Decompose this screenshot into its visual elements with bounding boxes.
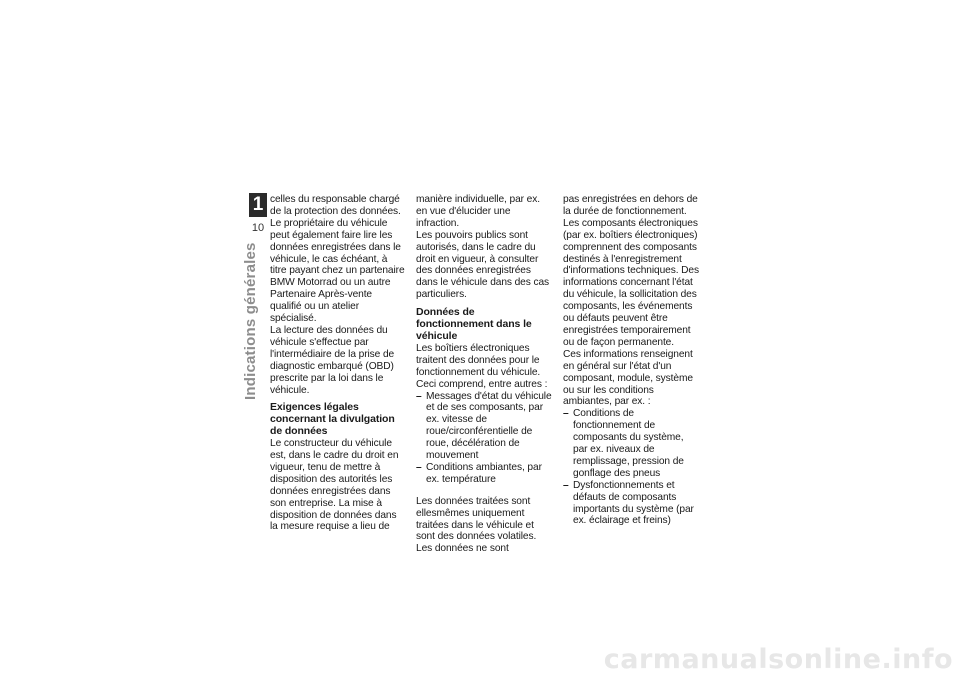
list-item: – Conditions de fonctionnement de composants du système, par ex. niveaux de remplissage, pression de gonflage des pneus [563, 408, 699, 479]
paragraph: La lecture des données du véhicule s'effectue par l'intermédiaire de la prise de diagnostic embarqué (OBD) prescrite par la loi dans le véhicule. [270, 324, 395, 396]
heading-operating-data: Données de fonctionnement dans le véhicule [416, 306, 532, 342]
bullet-list [416, 391, 552, 486]
list-item: – Conditions ambiantes, par ex. température [416, 462, 552, 486]
paragraph: pas enregistrées en dehors de la durée de fonctionnement. [563, 194, 698, 217]
paragraph: Le propriétaire du véhicule peut également faire lire les données enregistrées dans le véhicule, le cas échéant, à titre payant chez un partenaire BMW Motorrad ou un autre Partenaire Après-vente qualifié ou un atelier spécialisé. [270, 217, 405, 325]
heading-legal-requirements: Exigences légales concernant la divulgation de données [270, 401, 395, 438]
section-title: Indications générales [242, 242, 259, 400]
text-column-2 [416, 194, 552, 555]
paragraph: manière individuelle, par ex. en vue d'élucider une infraction. [416, 194, 540, 229]
text-column-1 [270, 194, 406, 533]
paragraph: Ceci comprend, entre autres : [416, 378, 548, 390]
page-number: 10 [251, 222, 265, 234]
paragraph: Les composants électroniques (par ex. boîtiers électroniques) comprennent des composants destinés à l'enregistrement d'informations techniques. Des informations concernant l'état du véhicule, la sollicitation des composants, les événements ou défauts peuvent être enregistrées temporairement ou de façon permanente. [563, 217, 699, 348]
watermark: carmanualsonline.info [603, 644, 953, 675]
paragraph: Ces informations renseignent en général sur l'état d'un composant, module, système ou sur les conditions ambiantes, par ex. : [563, 348, 693, 408]
text-column-3 [563, 194, 699, 527]
paragraph: Les boîtiers électroniques traitent des données pour le fonctionnement du véhicule. [416, 342, 541, 378]
spacer [416, 486, 552, 496]
chapter-number-box: 1 [249, 193, 267, 217]
list-item: – Messages d'état du véhicule et de ses composants, par ex. vitesse de roue/circonférentielle de roue, décélération de mouvement [416, 391, 552, 462]
paragraph: Les pouvoirs publics sont autorisés, dans le cadre du droit en vigueur, à consulter des données enregistrées dans le véhicule dans des cas particuliers. [416, 229, 550, 301]
bullet-list [563, 408, 699, 527]
paragraph: Les données traitées sont ellesmêmes uniquement traitées dans le véhicule et sont des données volatiles. Les données ne sont [416, 495, 537, 555]
list-item: – Dysfonctionnements et défauts de composants importants du système (par ex. éclairage et freins) [563, 480, 699, 528]
paragraph: Le constructeur du véhicule est, dans le cadre du droit en vigueur, tenu de mettre à disposition des autorités les données enregistrées dans son entreprise. La mise à disposition de données dans la mesure requise a lieu de [270, 438, 399, 533]
paragraph: celles du responsable chargé de la protection des données. [270, 194, 401, 217]
